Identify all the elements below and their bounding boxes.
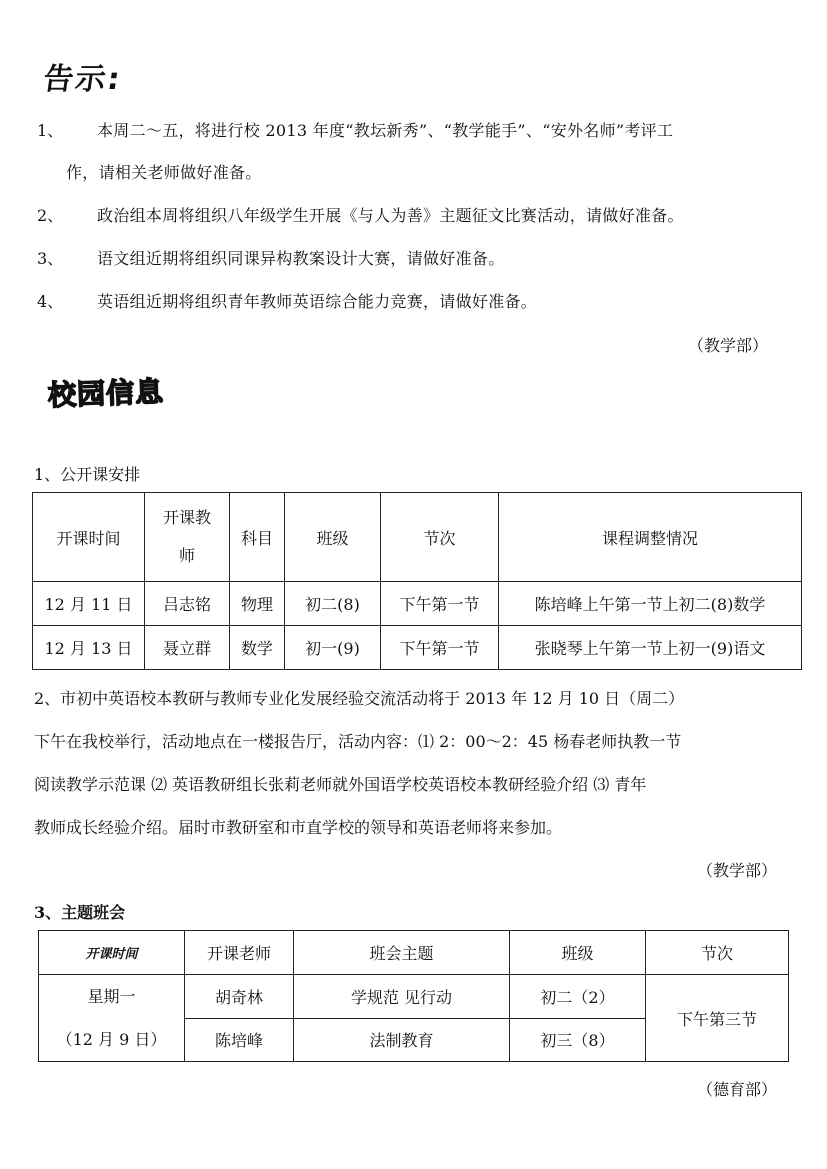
header-cell: 开课老师 bbox=[185, 931, 294, 975]
table-cell: 物理 bbox=[230, 582, 285, 626]
table-cell: 初二(8) bbox=[285, 582, 381, 626]
header-cell: 开课时间 bbox=[39, 931, 185, 975]
class-meeting-table bbox=[38, 930, 789, 1062]
table-cell: 12 月 11 日 bbox=[33, 582, 145, 626]
open-class-table bbox=[32, 492, 802, 670]
table-cell: 胡奇林 bbox=[185, 975, 294, 1019]
notice-item-3-number: 3、 bbox=[37, 249, 64, 268]
notice-item-1-text: 本周二～五，将进行校 2013 年度“教坛新秀”、“教学能手”、“安外名师”考评工 bbox=[97, 121, 674, 140]
table-cell: 学规范 见行动 bbox=[294, 975, 510, 1019]
header-cell: 开课时间 bbox=[33, 493, 145, 582]
table-row bbox=[39, 975, 789, 1019]
notice-item-4-text: 英语组近期将组织青年教师英语综合能力竞赛，请做好准备。 bbox=[97, 292, 538, 311]
table-cell: 下午第一节 bbox=[381, 626, 499, 670]
section1-heading: 1、公开课安排 bbox=[34, 465, 141, 484]
table-cell: 初二（2） bbox=[510, 975, 646, 1019]
header-cell: 班级 bbox=[285, 493, 381, 582]
section3-heading: 3、主题班会 bbox=[34, 903, 126, 922]
table-cell: 吕志铭 bbox=[145, 582, 230, 626]
table-cell: 12 月 13 日 bbox=[33, 626, 145, 670]
header-cell: 节次 bbox=[646, 931, 789, 975]
date-label: （12 月 9 日） bbox=[56, 1030, 167, 1049]
table-cell: 初三（8） bbox=[510, 1018, 646, 1062]
day-cell bbox=[39, 975, 185, 1062]
table-cell: 数学 bbox=[230, 626, 285, 670]
table-cell: 初一(9) bbox=[285, 626, 381, 670]
notice-item-1-text-cont: 作，请相关老师做好准备。 bbox=[66, 163, 262, 182]
notice-item-2-number: 2、 bbox=[37, 206, 64, 225]
period-cell: 下午第三节 bbox=[646, 975, 789, 1062]
notice-title: 告示: bbox=[41, 62, 124, 97]
table-header-row bbox=[39, 931, 789, 975]
campus-info-title: 校园信息 bbox=[47, 374, 165, 413]
section2-line-4: 教师成长经验介绍。届时市教研室和市直学校的领导和英语老师将来参加。 bbox=[34, 818, 563, 837]
header-cell: 课程调整情况 bbox=[499, 493, 802, 582]
table-cell: 法制教育 bbox=[294, 1018, 510, 1062]
table-cell: 下午第一节 bbox=[381, 582, 499, 626]
table-cell: 聂立群 bbox=[145, 626, 230, 670]
header-cell bbox=[145, 493, 230, 582]
day-label: 星期一 bbox=[87, 987, 136, 1006]
notice-item-1-number: 1、 bbox=[37, 121, 64, 140]
notice-item-4-number: 4、 bbox=[37, 292, 64, 311]
table-header-row bbox=[33, 493, 802, 582]
table-cell: 陈培峰 bbox=[185, 1018, 294, 1062]
section2-signature: （教学部） bbox=[697, 861, 778, 880]
header-cell: 节次 bbox=[381, 493, 499, 582]
section2-line-2: 下午在我校举行，活动地点在一楼报告厅，活动内容：⑴ 2：00～2：45 杨春老师执教一节 bbox=[34, 732, 682, 751]
notice-signature: （教学部） bbox=[688, 336, 769, 355]
header-cell: 科目 bbox=[230, 493, 285, 582]
notice-item-3-text: 语文组近期将组织同课异构教案设计大赛，请做好准备。 bbox=[97, 249, 505, 268]
section3-signature: （德育部） bbox=[697, 1080, 778, 1099]
section2-line-1: 2、市初中英语校本教研与教师专业化发展经验交流活动将于 2013 年 12 月 10 日（周二） bbox=[34, 689, 685, 708]
header-cell: 班会主题 bbox=[294, 931, 510, 975]
header-cell-line: 开课教 bbox=[162, 508, 211, 527]
table-cell: 张晓琴上午第一节上初一(9)语文 bbox=[499, 626, 802, 670]
header-cell-line: 师 bbox=[178, 546, 195, 565]
table-row bbox=[33, 582, 802, 626]
table-cell: 陈培峰上午第一节上初二(8)数学 bbox=[499, 582, 802, 626]
table-row bbox=[33, 626, 802, 670]
header-cell: 班级 bbox=[510, 931, 646, 975]
notice-item-2-text: 政治组本周将组织八年级学生开展《与人为善》主题征文比赛活动，请做好准备。 bbox=[97, 206, 684, 225]
section2-line-3: 阅读教学示范课 ⑵ 英语教研组长张莉老师就外国语学校英语校本教研经验介绍 ⑶ 青年 bbox=[34, 775, 647, 794]
